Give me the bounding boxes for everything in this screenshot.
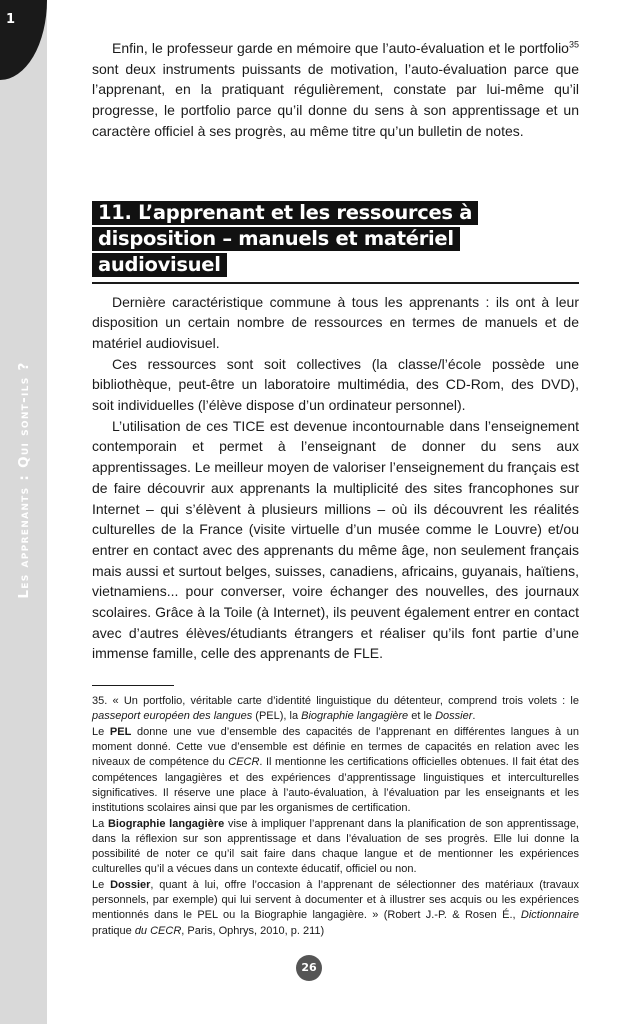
fn-bold-term: Biographie langagière — [107, 817, 225, 830]
section-heading — [92, 200, 579, 278]
fn-bold-term: PEL — [109, 725, 132, 738]
chapter-tab — [0, 0, 47, 80]
footnote-biographie: La Biographie langagière vise à impliquer l’apprenant dans la planification de son apprentissage, dans la réflexion sur son apprentissage et dans l’évaluation de ses progrès. Elle lui donne la possibilité de noter ce qu’il sait faire dans chaque langue et de mentionner les expériences culturelles qu’il a vécues dans un contexte éducatif, officiel ou non. — [92, 817, 579, 876]
fn-italic: CECR — [228, 756, 260, 769]
fn-italic: du CECR — [134, 924, 182, 937]
fn-italic: Dictionnaire — [520, 909, 579, 922]
page-number: 26 — [296, 955, 322, 981]
fn-italic: Dossier — [435, 710, 473, 723]
fn-text: (PEL), la — [252, 710, 302, 723]
intro-paragraph — [92, 38, 579, 142]
intro-text: Enfin, le professeur garde en mémoire que l’auto-évaluation et le portfolio — [112, 40, 569, 56]
section-heading-block — [92, 200, 579, 284]
fn-text: . Il mentionne les certifications officielles obtenues. Il fait état des compétences langagières et des expériences d’apprentissage linguistiques et interculturelles significatives. Il réserve une place à l’auto-évaluation, à l’évaluation par les enseignants et les institutions scolaires ainsi que par les organismes de certification. — [92, 756, 579, 815]
running-title: Les apprenants : Qui sont-ils ? — [16, 361, 32, 599]
fn-text: 35. « Un portfolio, véritable carte d’identité linguistique du détenteur, comprend trois volets : le — [92, 695, 579, 708]
section-paragraph: L’utilisation de ces TICE est devenue incontournable dans l’enseignement contemporain et permet à l’enseignant de donner du sens aux apprentissages. Le meilleur moyen de valoriser l’enseignement du français est de faire découvrir aux apprenants la multiplicité des sites francophones sur Internet – qui s’élèvent à plusieurs millions – où ils découvrent les réalités culturelles de la France (visite virtuelle d’un musée comme le Louvre) et/ou entrer en contact avec des apprenants du même âge, non seulement français mais aussi et surtout belges, suisses, canadiens, africains, guyanais, haïtiens, vietnamiens... pour converser, voire échanger des nouvelles, des journaux scolaires. Grâce à la Toile (à Internet), ils peuvent également entrer en contact avec d’autres élèves/étudiants étrangers et réaliser qu’ils font partie d’une immense famille, celle des apprenants de FLE. — [92, 417, 579, 662]
section-paragraph: Dernière caractéristique commune à tous les apprenants : ils ont à leur disposition un certain nombre de ressources en termes de manuels et de matériel audiovisuel. — [92, 293, 579, 351]
section-paragraph: Ces ressources sont soit collectives (la classe/l’école possède une bibliothèque, peut-être un laboratoire multimédia, des CD-Rom, des DVD), soit individuelles (l’élève dispose d’un ordinateur personnel). — [92, 355, 579, 414]
footnote-ref[interactable]: 35 — [568, 39, 579, 50]
fn-italic: passeport européen des langues — [92, 710, 253, 723]
fn-text: . — [472, 710, 476, 723]
footnote-dossier: Le Dossier, quant à lui, offre l’occasion à l’apprenant de sélectionner des matériaux (travaux personnels, par exemple) qui lui servent à documenter et à illustrer ses acquis ou les expériences mentionnés dans le PEL ou la Biographie langagière. » (Robert J.-P. & Rosen É., Dictionnaire pratique du CECR, Paris, Ophrys, 2010, p. 211) — [92, 878, 579, 937]
footnote-divider — [92, 685, 174, 686]
footnote — [92, 694, 579, 939]
fn-text: pratique — [92, 924, 135, 937]
fn-italic: Biographie langagière — [301, 710, 409, 723]
fn-text: , quant à lui, offre l’occasion à l’apprenant de sélectionner des matériaux (travaux personnels, par exemple) qui lui servent à documenter et à illustrer ses acquis ou les expériences mentionnés dans le PEL ou la Biographie langagière. » (Robert J.-P. & Rosen É., — [92, 878, 579, 922]
fn-text: , Paris, Ophrys, 2010, p. 211) — [181, 924, 325, 937]
footnote-intro — [92, 694, 579, 725]
intro-text-cont: sont deux instruments puissants de motivation, l’auto-évaluation parce que l’apprenant, en la pratiquant régulièrement, constate par lui-même qu’il progresse, le portfolio parce qu’il donne du sens à son apprentissage et un caractère officiel à ses progrès, au même titre qu’un bulletin de notes. — [92, 60, 579, 139]
sidebar-band — [0, 0, 47, 1024]
fn-text: et le — [408, 710, 436, 723]
chapter-number: 1 — [6, 12, 16, 27]
section-heading-text: 11. L’apprenant et les ressources à disposition – manuels et matériel audiovisuel — [92, 201, 478, 277]
fn-text: vise à impliquer l’apprenant dans la planification de son apprentissage, dans la réflexion sur son apprentissage et dans l’évaluation de ses progrès. Elle lui donne la possibilité de noter ce qu’il sait faire dans chaque langue et de mentionner les expériences culturelles qu’il a vécues dans un contexte éducatif, officiel ou non. — [92, 817, 579, 876]
page-content — [92, 38, 579, 939]
footnote-pel: Le PEL donne une vue d’ensemble des capacités de l’apprenant en différentes langues à un moment donné. Cette vue d’ensemble est définie en termes de capacités en relation avec les niveaux de compétence du CECR. Il mentionne les certifications officielles obtenues. Il fait état des compétences langagières et des expériences d’apprentissage linguistiques et interculturelles significatives. Il réserve une place à l’auto-évaluation, à l’évaluation par les enseignants et les institutions scolaires ainsi que par les organismes de certification. — [92, 725, 579, 815]
fn-text: donne une vue d’ensemble des capacités de l’apprenant en différentes langues à un moment donné. Cette vue d’ensemble est définie en termes de capacités en relation avec les niveaux de compétence du — [92, 725, 579, 769]
fn-bold-term: Dossier — [110, 878, 151, 891]
